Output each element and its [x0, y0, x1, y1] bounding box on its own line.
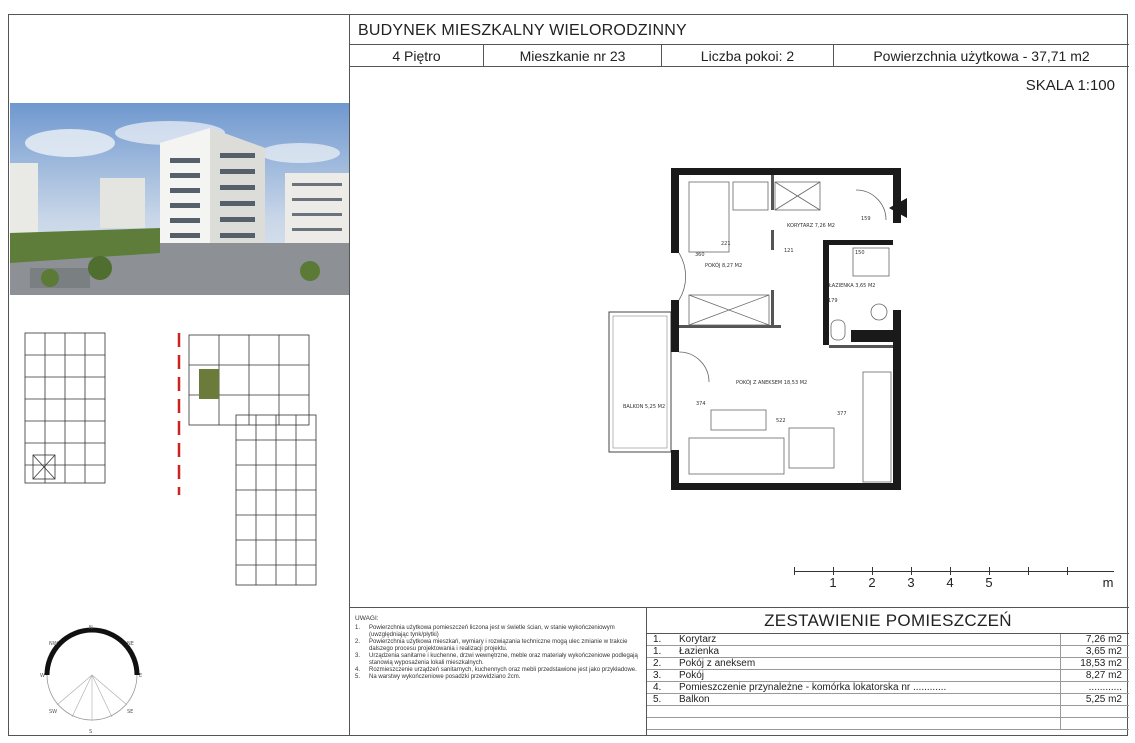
- table-row: 2. Pokój z aneksem 18,53 m2: [647, 658, 1129, 670]
- note-item: 4. Rozmieszczenie urządzeń sanitarnych, kuchennych oraz mebli przedstawione jest jako przykładowe.: [355, 667, 637, 673]
- compass-n: N: [89, 625, 93, 631]
- scale-tick-3: 3: [907, 575, 915, 590]
- site-plan-thumbnails: [21, 325, 341, 600]
- label-korytarz: KORYTARZ 7,26 M2: [787, 223, 835, 229]
- dim-179: 179: [828, 298, 838, 304]
- note-item: 3. Urządzenia sanitarne i kuchenne, drzwi wewnętrzne, meble oraz materiały wykończeniowe podlegają stanowią wyposażenia lokali mieszkalnych.: [355, 653, 638, 666]
- dim-121: 121: [784, 248, 794, 254]
- label-pokoj: POKÓJ 8,27 M2: [705, 263, 743, 269]
- apartment-number: Mieszkanie nr 23: [484, 45, 662, 66]
- notes-block: [350, 607, 647, 735]
- floor-label: 4 Piętro: [350, 45, 484, 66]
- scale-unit: m: [1102, 575, 1114, 590]
- compass-nw: NW: [49, 641, 58, 647]
- sun-diagram-icon: [27, 625, 157, 735]
- table-row: 3. Pokój 8,27 m2: [647, 670, 1129, 682]
- floor-plan: [601, 160, 911, 500]
- dim-522: 522: [776, 418, 786, 424]
- usable-area: Powierzchnia użytkowa - 37,71 m2: [873, 47, 1090, 64]
- building-render-image: [10, 103, 349, 295]
- highlighted-apartment: [199, 369, 219, 399]
- compass-sw: SW: [49, 709, 58, 715]
- table-row: 4. Pomieszczenie przynależne - komórka lokatorska nr ............ ............: [647, 682, 1129, 694]
- label-balkon: BALKON 5,25 M2: [623, 404, 666, 410]
- note-item: 1. Powierzchnia użytkowa pomieszczeń liczona jest w świetle ścian, w stanie wykończeniowym (uwzględniając tynk/płytki): [355, 625, 615, 638]
- rooms-table: [647, 607, 1129, 735]
- compass-ne: NE: [127, 641, 134, 647]
- scale-tick-5: 5: [985, 575, 993, 590]
- label-lazienka: ŁAZIENKA 3,65 M2: [829, 283, 876, 289]
- label-aneks: POKÓJ Z ANEKSEM 18,53 M2: [736, 380, 808, 386]
- dim-221: 221: [721, 241, 731, 247]
- notes-heading: UWAGI:: [355, 615, 379, 622]
- scale-tick-4: 4: [946, 575, 954, 590]
- document-title: BUDYNEK MIESZKALNY WIELORODZINNY: [350, 15, 1129, 45]
- rooms-count: Liczba pokoi: 2: [662, 45, 834, 66]
- compass-w: W: [40, 673, 45, 679]
- scale-tick-2: 2: [868, 575, 876, 590]
- scale-tick-1: 1: [829, 575, 837, 590]
- table-row: 5. Balkon 5,25 m2: [647, 694, 1129, 706]
- compass-e: E: [139, 673, 143, 679]
- note-item: 5. Na warstwy wykończeniowe posadzki przewidziano 2cm.: [355, 674, 521, 680]
- table-row: [647, 718, 1129, 730]
- compass-se: SE: [127, 709, 134, 715]
- drawing-sheet: [8, 14, 1128, 736]
- rooms-table-heading: ZESTAWIENIE POMIESZCZEŃ: [647, 608, 1129, 634]
- scale-bar: [794, 559, 1114, 599]
- note-item: 2. Powierzchnia użytkowa mieszkań, wymiary i rozwiązania techniczne mogą ulec zmianie w trakcie dalszego procesu projektowania i realizacji projektu.: [355, 639, 628, 652]
- dim-159: 159: [861, 216, 871, 222]
- scale-label: SKALA 1:100: [1025, 77, 1115, 94]
- compass-s: S: [89, 729, 93, 735]
- apartment-info-row: [350, 45, 1129, 67]
- dim-377: 377: [837, 411, 847, 417]
- dim-150: 150: [855, 250, 865, 256]
- table-row: [647, 706, 1129, 718]
- dim-374: 374: [696, 401, 706, 407]
- dim-360: 360: [695, 252, 705, 258]
- table-row: 1. Korytarz 7,26 m2: [647, 634, 1129, 646]
- table-row: 1. Łazienka 3,65 m2: [647, 646, 1129, 658]
